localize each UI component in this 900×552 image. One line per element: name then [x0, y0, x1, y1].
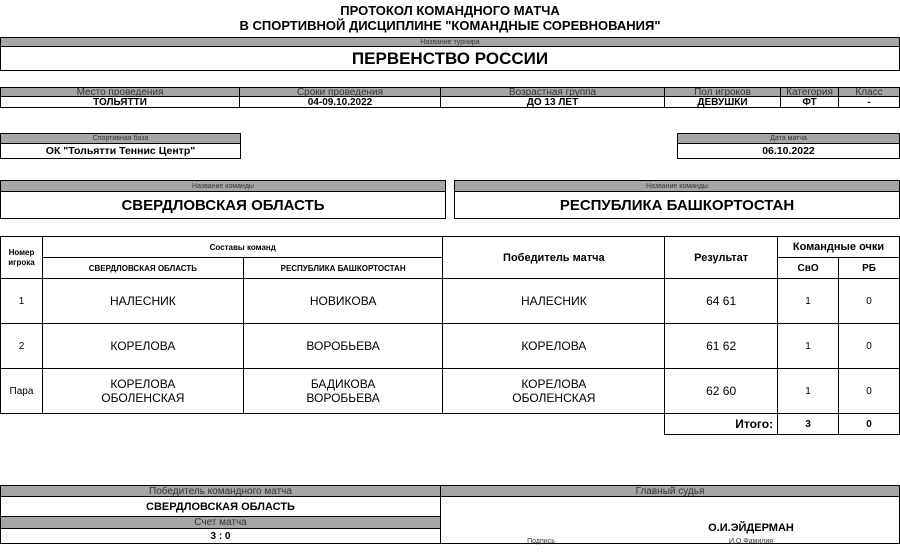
- class-value-cell: [839, 97, 900, 108]
- dates-value-cell: [240, 97, 441, 108]
- row-number: 2: [1, 324, 43, 369]
- category-label-cell: [781, 87, 839, 97]
- match-winner: КОРЕЛОВА: [521, 377, 587, 391]
- gender-value-cell: [665, 97, 781, 108]
- signature-label-wrap: [511, 537, 571, 545]
- table-row: [1, 369, 900, 414]
- team2-player: ВОРОБЬЕВА: [243, 324, 443, 369]
- team1-label: Название команды: [192, 182, 254, 190]
- team2-name: РЕСПУБЛИКА БАШКОРТОСТАН: [559, 196, 795, 214]
- venue-label: Спортивная база: [92, 135, 149, 142]
- team2-points: 0: [839, 279, 900, 324]
- category-value-cell: [781, 97, 839, 108]
- team2-roster-header: РЕСПУБЛИКА БАШКОРТОСТАН: [243, 258, 443, 279]
- venue-value: ОК "Тольятти Теннис Центр": [45, 145, 196, 157]
- row-number: Пара: [1, 369, 43, 414]
- tournament-label-bar: [0, 37, 900, 47]
- class-label-cell: [839, 87, 900, 97]
- match-score: 3 : 0: [210, 530, 231, 542]
- team2-player: ВОРОБЬЕВА: [306, 391, 380, 405]
- match-result: 64 61: [665, 279, 778, 324]
- match-winner: НАЛЕСНИК: [443, 279, 665, 324]
- winner-value-cell: [0, 497, 441, 517]
- dates-label-cell: [240, 87, 441, 97]
- team2-total: 0: [839, 414, 900, 435]
- match-winner: КОРЕЛОВА: [443, 324, 665, 369]
- judge-name-label: И.О.Фамилия: [728, 537, 774, 545]
- team1-player: КОРЕЛОВА: [110, 377, 176, 391]
- chief-judge-label: Главный судья: [635, 485, 705, 497]
- judge-label-cell: [441, 485, 900, 497]
- team2-label: Название команды: [646, 182, 708, 190]
- row-number: 1: [1, 279, 43, 324]
- location-value: ТОЛЬЯТТИ: [93, 96, 147, 108]
- judge-box: [441, 497, 900, 544]
- location-label: Место проведения: [76, 86, 164, 98]
- match-winner: ОБОЛЕНСКАЯ: [512, 391, 596, 405]
- age-group-label-cell: [441, 87, 665, 97]
- tournament-label: Название турнира: [420, 38, 480, 46]
- class-label: Класс: [855, 86, 883, 98]
- signature-label: Подпись: [527, 537, 555, 545]
- team2-points-header: РБ: [839, 258, 900, 279]
- category-value: ФТ: [802, 96, 817, 108]
- team2-points: 0: [839, 324, 900, 369]
- protocol-subtitle: В СПОРТИВНОЙ ДИСЦИПЛИНЕ "КОМАНДНЫЕ СОРЕВНОВАНИЯ": [239, 17, 661, 33]
- team2-pair: [243, 369, 443, 414]
- team-match-winner: СВЕРДЛОВСКАЯ ОБЛАСТЬ: [146, 500, 295, 513]
- score-value-cell: [0, 529, 441, 544]
- result-header: Результат: [665, 237, 778, 279]
- total-label: Итого:: [665, 414, 778, 435]
- gender-label: Пол игроков: [694, 86, 751, 98]
- team2-player: НОВИКОВА: [243, 279, 443, 324]
- name-label-wrap: [681, 537, 821, 545]
- team2-value-cell: [454, 192, 900, 219]
- score-label-cell: [0, 517, 441, 529]
- rosters-header: Составы команд: [42, 237, 443, 258]
- team1-value-cell: [0, 192, 446, 219]
- match-date-value-cell: [677, 144, 900, 159]
- team-points-header: Командные очки: [778, 237, 900, 258]
- match-date-value: 06.10.2022: [762, 145, 815, 157]
- team1-total: 3: [778, 414, 839, 435]
- team-match-winner-label: Победитель командного матча: [149, 485, 292, 497]
- team1-player: ОБОЛЕНСКАЯ: [101, 391, 185, 405]
- team2-points: 0: [839, 369, 900, 414]
- player-number-header: Номер игрока: [1, 237, 43, 279]
- age-group-label: Возрастная группа: [508, 86, 597, 98]
- team1-points: 1: [778, 279, 839, 324]
- venue-label-cell: [0, 133, 241, 144]
- team1-name: СВЕРДЛОВСКАЯ ОБЛАСТЬ: [121, 196, 325, 214]
- team2-player: БАДИКОВА: [310, 377, 376, 391]
- team1-points: 1: [778, 324, 839, 369]
- team1-points: 1: [778, 369, 839, 414]
- table-row: [1, 279, 900, 324]
- match-date-label: Дата матча: [770, 135, 807, 142]
- age-group-value-cell: [441, 97, 665, 108]
- match-winner-pair: [443, 369, 665, 414]
- gender-label-cell: [665, 87, 781, 97]
- protocol-title: ПРОТОКОЛ КОМАНДНОГО МАТЧА: [340, 2, 560, 18]
- judge-name: О.И.ЭЙДЕРМАН: [708, 522, 794, 534]
- tournament-value-box: [0, 47, 900, 71]
- winner-label-cell: [0, 485, 441, 497]
- team1-points-header: СвО: [778, 258, 839, 279]
- team1-pair: [42, 369, 243, 414]
- match-result: 61 62: [665, 324, 778, 369]
- table-row: [1, 324, 900, 369]
- match-results-table: [0, 236, 900, 435]
- team2-label-cell: [454, 180, 900, 192]
- winner-header: Победитель матча: [443, 237, 665, 279]
- gender-value: ДЕВУШКИ: [697, 96, 748, 108]
- class-value: -: [867, 96, 871, 108]
- category-label: Категория: [786, 86, 833, 98]
- dates-label: Сроки проведения: [296, 86, 384, 98]
- match-result: 62 60: [665, 369, 778, 414]
- location-label-cell: [0, 87, 240, 97]
- venue-value-cell: [0, 144, 241, 159]
- team1-label-cell: [0, 180, 446, 192]
- total-row: [1, 414, 900, 435]
- match-date-label-cell: [677, 133, 900, 144]
- team1-player: КОРЕЛОВА: [42, 324, 243, 369]
- match-score-label: Счет матча: [194, 517, 247, 528]
- team1-player: НАЛЕСНИК: [42, 279, 243, 324]
- age-group-value: ДО 13 ЛЕТ: [526, 96, 579, 108]
- team1-roster-header: СВЕРДЛОВСКАЯ ОБЛАСТЬ: [42, 258, 243, 279]
- location-value-cell: [0, 97, 240, 108]
- dates-value: 04-09.10.2022: [307, 96, 373, 108]
- tournament-name: ПЕРВЕНСТВО РОССИИ: [351, 48, 549, 68]
